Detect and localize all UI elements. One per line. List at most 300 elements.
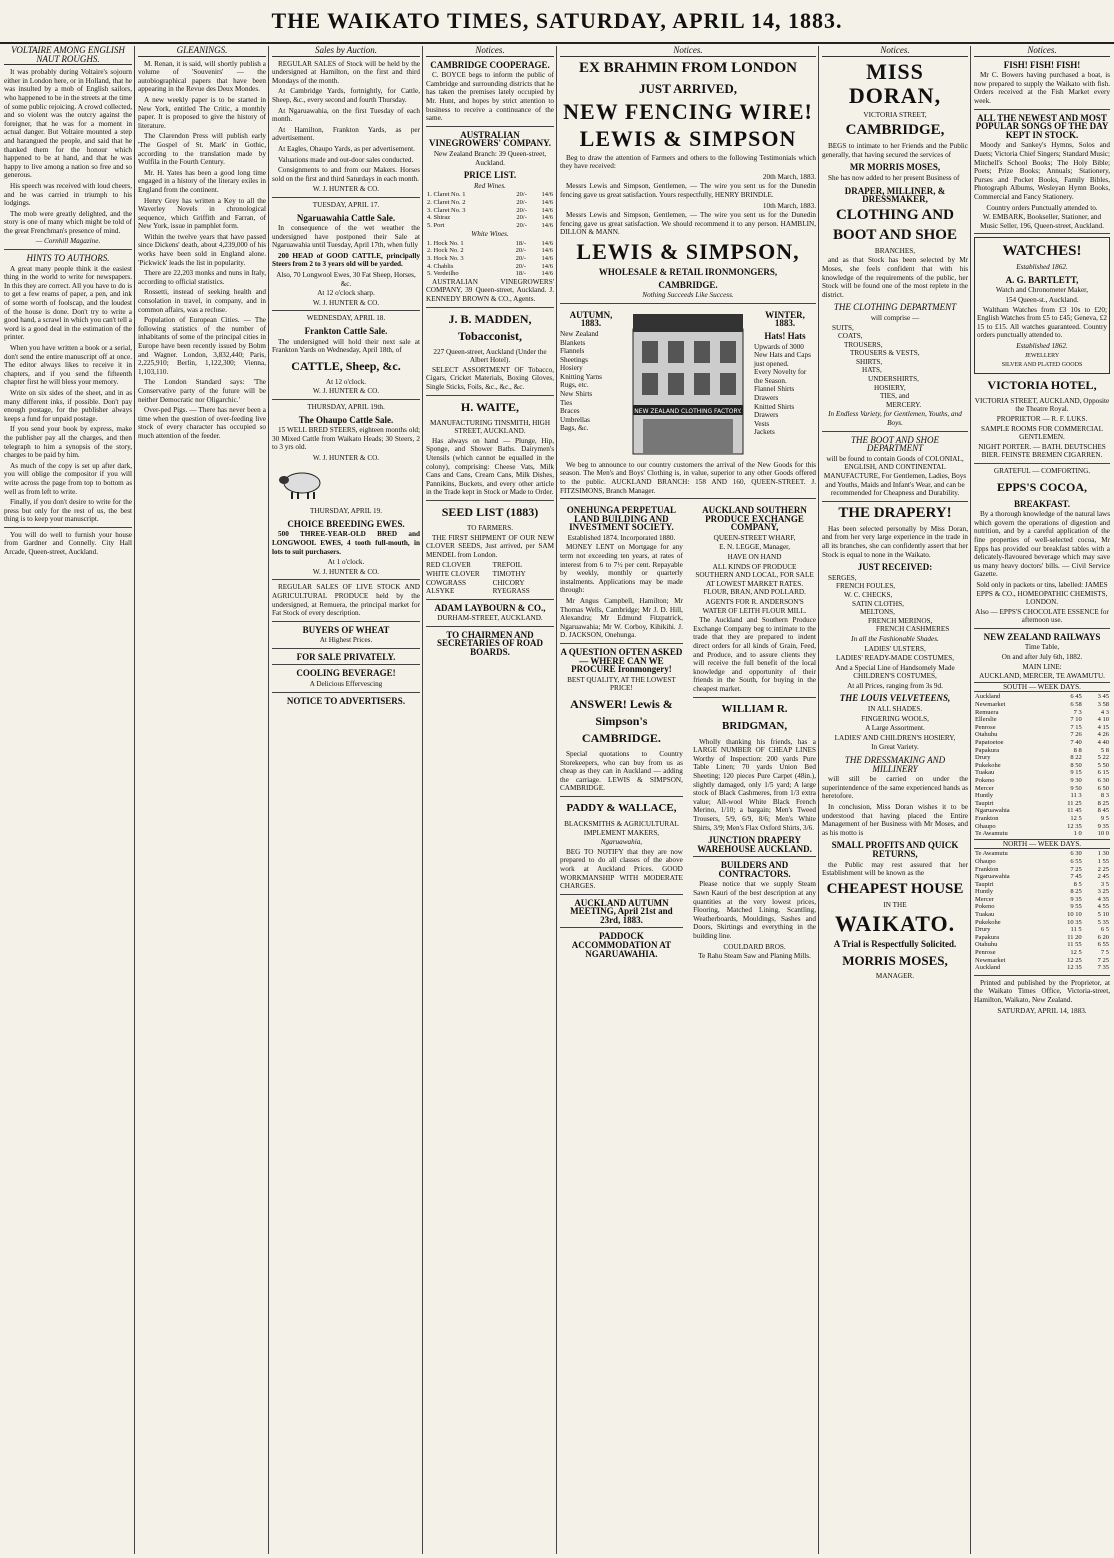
table-row: 2. Claret No. 2 20/- 14/6 xyxy=(427,198,553,206)
table-row xyxy=(974,693,1110,701)
article-paragraph: Finally, if you don't desire to write for the press but only for the rest of us, the best thing is to keep your manuscript. xyxy=(4,498,132,524)
timetable-north xyxy=(974,850,1110,972)
table-row: 3. Hock No. 3 20/- 14/6 xyxy=(427,255,553,263)
departure-time: 12 5 xyxy=(1070,949,1082,957)
wine-category: White Wines. xyxy=(471,230,509,239)
ad-body: the Public may rest assured that her Establishment will be known as the xyxy=(822,860,968,878)
table-row: 3. Claret No. 3 20/- 14/6 xyxy=(427,206,553,214)
ad-body: Mr Angus Campbell, Hamilton; Mr Thomas Wells, Cambridge; Mr J. D. Hill, Alexandra; Mr Edmund Fitzpatrick, Ngaruawahia; Mr W. Corboy, Kihikihi. J. D. JACKSON, Onehunga. xyxy=(560,597,683,640)
ad-body: Wholly thanking his friends, has a LARGE NUMBER OF CHEAP LINES Worthy of Inspection: 200 yards Pure Table Linen; 70 yards Union Bed Sheeting; 120 pieces Pure Carpet (48in.), slightly damaged, only 1/5 yard; A large stock of Black Cashmeres, from 1/3 extra value; All-wool White Black French Merino, 1/10; a bargain; Men's Tweed Trousers, 5/9, 6/9, 8/6; Men's White Shirts, 3/9; Men's Flax Oxford Shirts, 3/6. xyxy=(693,737,816,832)
column-6-lower xyxy=(693,502,816,962)
ad-subheading: 227 Queen-street, Auckland (Under the Albert Hotel). xyxy=(433,347,547,365)
list-item: Upwards of 3000 New Hats and Caps just opened. xyxy=(754,342,811,368)
list-item: SUITS, xyxy=(832,323,854,332)
ad-subheading: DRAPER, MILLINER, & DRESSMAKER, xyxy=(844,185,946,205)
auctioneer-name: W. J. HUNTER & CO. xyxy=(312,453,380,462)
departure-time: 4 55 xyxy=(1097,903,1109,911)
ad-body: Moody and Sankey's Hymns, Solos and Duets; Victoria Chief Singers; Standard Music; Mitchell's School Books; The Holy Bible; Poets; Prize Books; Annuals; Stationery, Purses and Pocket Books, Family Bibles, Photograph Albums, Wesleyan Hymn Books, Commercial and Fancy Stationery. xyxy=(974,141,1110,201)
departure-time: 8 50 xyxy=(1070,761,1082,769)
table-row xyxy=(974,807,1110,815)
ad-subheading: BREAKFAST. xyxy=(1014,498,1070,509)
departure-time: 4 15 xyxy=(1097,723,1109,731)
ad-subheading: VICTORIA STREET, xyxy=(863,110,927,119)
ad-body: The Auckland and Southern Produce Exchange Company beg to intimate to the trade that they are prepared to indent direct orders for all kinds of Grain, Feed, and Produce, and to assure clients they will receive the full benefit of the local knowledge and opportunity of their friends in the South, for buying in the cheapest market. xyxy=(693,616,816,693)
column-5-lower xyxy=(560,502,683,962)
list-item: RED CLOVER xyxy=(426,561,471,570)
list-item: Drawers xyxy=(754,394,779,403)
list-item: W. C. CHECKS, xyxy=(844,590,893,599)
ad-body: At all Prices, ranging from 3s 9d. xyxy=(847,681,943,690)
ad-heading: A QUESTION OFTEN ASKED — WHERE CAN WE PROCURE Ironmongery! xyxy=(560,647,683,675)
sale-date: THURSDAY, APRIL 19th. xyxy=(307,403,385,411)
station-name: Ohaupo xyxy=(975,857,996,865)
ad-heading: CLOTHING AND xyxy=(836,206,954,223)
ad-body: Mr C. Bowers having purchased a boat, is now prepared to supply the Waikato with fish. Orders received at the Fish Market every week. xyxy=(974,71,1110,105)
table-row: 2. Hock No. 2 20/- 14/6 xyxy=(427,247,553,255)
station-name: Remuera xyxy=(975,708,999,716)
table-row xyxy=(974,949,1110,957)
ad-subheading: TO FARMERS. xyxy=(466,523,514,532)
station-name: Mercer xyxy=(975,784,994,792)
ad-heading: NEW ZEALAND RAILWAYS xyxy=(983,631,1101,642)
departure-time: 11 3 xyxy=(1070,792,1082,800)
departure-time: 5 22 xyxy=(1097,754,1109,762)
season-label: AUTUMN, 1883. xyxy=(569,309,613,329)
article-paragraph: If you send your book by express, make the publisher pay all the charges, and then telegraph to him a synopsis of the story, charges to be paid by him. xyxy=(4,425,132,460)
ad-subheading: New Zealand Branch: 39 Queen-street, Auckland. xyxy=(433,149,547,167)
section-heading: Notices. xyxy=(974,46,1110,57)
ad-heading: AUSTRALIAN VINEGROWERS' COMPANY. xyxy=(428,129,551,149)
departure-time: 6 5 xyxy=(1100,926,1109,934)
department-heading: THE BOOT AND SHOE DEPARTMENT xyxy=(851,434,939,454)
auction-notice: At Eagles, Ohaupo Yards, as per advertisement. xyxy=(278,144,415,153)
sale-date: TUESDAY, APRIL 17. xyxy=(312,200,380,209)
list-item: Ties xyxy=(560,398,573,407)
wine-category: Red Wines. xyxy=(474,181,506,190)
letter-date: 20th March, 1883. xyxy=(762,172,816,181)
season-label: WINTER, 1883. xyxy=(765,309,805,329)
list-item: CHICORY xyxy=(492,578,525,587)
station-name: Te Awamutu xyxy=(975,850,1008,858)
table-row xyxy=(974,830,1110,838)
ad-subheading: GRATEFUL — COMFORTING. xyxy=(993,466,1091,475)
column-4 xyxy=(426,46,554,1554)
ad-heading: FISH! FISH! FISH! xyxy=(1003,59,1081,70)
departure-time: 8 3 xyxy=(1100,792,1109,800)
list-item: Jackets xyxy=(754,428,775,437)
list-item: Every Novelty for the Season. xyxy=(754,368,807,385)
ad-body: Has always on hand — Plunge, Hip, Sponge, and Shower Baths. Dairymen's Utensils (which cannot be equalled in the colony), comprising: Cheese Vats, Milk Cans and Cans, Cream Cans, Milk Dishes, Pannikins, Buckets, and every other article in the Trade kept in Stock or Made to Order. xyxy=(426,436,554,497)
ad-heading: TO CHAIRMEN AND SECRETARIES OF ROAD BOARDS. xyxy=(436,629,544,658)
auctioneer-name: W. J. HUNTER & CO. xyxy=(312,185,380,194)
article-heading: VOLTAIRE AMONG ENGLISH NAUT ROUGHS. xyxy=(4,46,132,65)
station-name: Huntly xyxy=(975,792,994,800)
ad-subheading: Established 1874. Incorporated 1880. xyxy=(567,533,676,542)
article-paragraph: Henry Grey has written a Key to all the Waverley Novels in chronological sequence, which Griffith and Farran, of New York, issue in pamphlet form. xyxy=(138,196,266,231)
ad-heading: VICTORIA HOTEL, xyxy=(987,377,1097,392)
departure-time: 3 58 xyxy=(1097,701,1109,709)
ad-heading: WATCHES! xyxy=(1002,243,1082,260)
ad-heading: CHEAPEST HOUSE xyxy=(826,880,964,897)
departure-time: 12 35 xyxy=(1067,964,1082,972)
departure-time: 11 55 xyxy=(1067,941,1082,949)
ad-subheading: Established 1862. xyxy=(1016,342,1068,351)
ad-body: will be found to contain Goods of COLONIAL, ENGLISH, AND CONTINENTAL MANUFACTURE, For Gentlemen, Ladies, Boys and Youths, Maids and Infant's Wear, and can be recommended for Cheapness and Durability. xyxy=(823,454,967,498)
departure-time: 7 3 xyxy=(1073,708,1082,716)
article-paragraph: A new weekly paper is to be started in New York, entitled The Critic, a monthly paper. It is proposed to give the history of literature. xyxy=(138,95,266,130)
departure-time: 9 35 xyxy=(1097,822,1109,830)
ad-heading: BUYERS OF WHEAT xyxy=(302,624,390,635)
departure-time: 9 30 xyxy=(1070,776,1082,784)
ad-subheading: Watch and Chronometer Maker, xyxy=(995,286,1089,295)
departure-time: 5 10 xyxy=(1097,911,1109,919)
list-item: FRENCH FOULES, xyxy=(836,582,896,591)
station-name: Ohaupo xyxy=(975,822,996,830)
sale-lot: 500 THREE-YEAR-OLD BRED and LONGWOOL EWES, 4 tooth full-mouth, in lots to suit purchasers. xyxy=(272,530,420,556)
ad-body: will comprise — xyxy=(870,313,920,322)
departure-time: 1 30 xyxy=(1097,850,1109,858)
station-name: Pokeno xyxy=(975,776,995,784)
list-item: Drawers xyxy=(754,411,779,420)
list-item: Hosiery xyxy=(560,364,583,373)
table-row xyxy=(974,941,1110,949)
station-name: Pukekohe xyxy=(975,761,1001,769)
auction-notice: Valuations made and out-door sales conducted. xyxy=(278,155,414,164)
list-item: WHITE CLOVER xyxy=(426,569,480,578)
ad-body: AUSTRALIAN VINEGROWERS' COMPANY, 39 Queen-street, Auckland. J. KENNEDY BROWN & CO., Agents. xyxy=(426,277,554,304)
table-row xyxy=(974,964,1110,972)
lower-split xyxy=(560,502,816,962)
ad-body: In Great Variety. xyxy=(871,743,919,752)
list-item: Braces xyxy=(560,407,580,416)
departure-time: 2 25 xyxy=(1097,865,1109,873)
departure-time: 7 26 xyxy=(1070,731,1082,739)
ad-body: Country orders Punctually attended to. xyxy=(986,203,1098,212)
ad-body: IN THE xyxy=(883,900,907,909)
ad-heading: A. G. BARTLETT, xyxy=(1005,274,1079,285)
ad-heading: BUILDERS AND CONTRACTORS. xyxy=(718,860,791,879)
table-row xyxy=(974,911,1110,919)
imprint-date: SATURDAY, APRIL 14, 1883. xyxy=(997,1006,1087,1015)
ad-subheading: DURHAM-STREET, AUCKLAND. xyxy=(437,614,543,623)
ad-heading: CAMBRIDGE, xyxy=(845,122,945,139)
ad-motto: Nothing Succeeds Like Success. xyxy=(642,291,734,300)
table-row xyxy=(974,739,1110,747)
departure-time: 3 45 xyxy=(1097,693,1109,701)
list-item: TROUSERS, xyxy=(844,340,883,349)
watch-ad xyxy=(974,237,1110,374)
table-row xyxy=(974,785,1110,793)
departure-time: 12 35 xyxy=(1067,822,1082,830)
clothing-list xyxy=(822,324,968,410)
ad-body: IN ALL SHADES. xyxy=(867,705,923,714)
sale-lot: CATTLE, Sheep, &c. xyxy=(291,358,401,373)
ad-body: Has been selected personally by Miss Doran, and from her very large experience in the trade in all its branches, she can confidently assert that her Stock is equal to none in the Waikato. xyxy=(822,524,968,559)
station-name: Frankton xyxy=(975,814,999,822)
table-row xyxy=(974,934,1110,942)
department-heading: THE CLOTHING DEPARTMENT xyxy=(833,302,957,313)
ad-body: PROPRIETOR — R. F. LUKS. xyxy=(996,415,1088,423)
ad-body: Sold only in packets or tins, labelled: JAMES EPPS & CO., HOMEOPATHIC CHEMISTS, LONDON. xyxy=(976,580,1108,607)
ad-body: We beg to announce to our country customers the arrival of the New Goods for this season. The Men's and Boys' Clothing is, in value, superior to any other Goods offered to the public. AUCKLAND BRANCH: 158 AND 160, QUEEN-STREET. J. FITZSIMONS, Branch Manager. xyxy=(560,460,816,495)
article-paragraph: Within the twelve years that have passed since Dickens' death, about 4,239,000 of his works have been sold in England alone. 'Pickwick' leads the list in popularity. xyxy=(138,232,266,267)
ad-subheading: BEST QUALITY, AT THE LOWEST PRICE! xyxy=(567,675,676,693)
ad-body: In all the Fashionable Shades. xyxy=(851,634,939,643)
ad-subheading: LADIES' AND CHILDREN'S HOSIERY, xyxy=(834,733,956,742)
station-name: Ellerslie xyxy=(975,716,997,724)
list-item: HATS, xyxy=(862,366,882,375)
department-heading: THE DRESSMAKING AND MILLINERY xyxy=(844,755,946,774)
article-paragraph: His speech was received with loud cheers, and he was carried in triumph to his lodgings. xyxy=(4,181,132,208)
auction-notice: Consignments to and from our Makers. Horses sold on the first and third Saturdays in each month. xyxy=(272,166,420,183)
sale-lot: 200 HEAD of GOOD CATTLE, principally Steers from 2 to 3 years old will be yarded. xyxy=(272,251,420,269)
station-name: Pukekohe xyxy=(975,918,1001,926)
departure-time: 8 45 xyxy=(1097,807,1109,815)
table-row: 5. Port 20/- 14/6 xyxy=(427,221,553,229)
ad-subheading: CAMBRIDGE. xyxy=(658,279,718,290)
masthead xyxy=(0,0,1114,44)
timetable-south xyxy=(974,693,1110,837)
departure-time: 9 55 xyxy=(1070,903,1082,911)
ad-body: Special quotations to Country Storekeepers, who can buy from us as cheap as they can in Auckland — adding the carriage. LEWIS & SIMPSON, CAMBRIDGE. xyxy=(560,749,683,793)
departure-time: 5 35 xyxy=(1097,918,1109,926)
sale-date: WEDNESDAY, APRIL 18. xyxy=(306,314,386,323)
ad-heading: ANSWER! Lewis & Simpson's CAMBRIDGE. xyxy=(570,696,673,745)
side-label: JEWELLERY xyxy=(1024,352,1060,359)
article-paragraph: Over-ped Pigs. — There has never been a time when the question of over-feeding live stock of every character has occupied so much attention of the feeder. xyxy=(138,406,266,440)
ad-heading: EX BRAHMIN FROM LONDON xyxy=(579,59,797,76)
auction-notice: At Ngaruawahia, on the first Tuesday of each month. xyxy=(272,106,420,124)
ad-body: By a thorough knowledge of the natural laws which govern the operations of digestion and nutrition, and by a careful application of the fine properties of well-selected cocoa, Mr Epps has provided our breakfast tables with a delicately-flavoured beverage which may save us many heavy doctors' bills. — Civil Service Gazette. xyxy=(974,510,1110,579)
departure-time: 7 40 xyxy=(1070,739,1082,746)
departure-time: 7 35 xyxy=(1097,964,1109,972)
sale-lot: 15 WELL BRED STEERS, eighteen months old; 30 Mixed Cattle from Waikato Heads; 30 Steers, 2 to 3 yrs old. xyxy=(272,426,420,452)
table-row: 4. Shiraz 20/- 14/6 xyxy=(427,214,553,222)
departure-time: 8 8 xyxy=(1073,746,1082,754)
ad-heading: LEWIS & SIMPSON xyxy=(579,125,797,151)
sale-title: The Ohaupo Cattle Sale. xyxy=(298,414,394,425)
ad-subheading: Established 1862. xyxy=(1016,263,1068,272)
departure-time: 1 55 xyxy=(1097,857,1109,865)
departure-time: 4 40 xyxy=(1097,739,1109,746)
list-item: COATS, xyxy=(838,332,863,341)
testimonial: Messrs Lewis and Simpson, Gentlemen, — The wire you sent us for the Dunedin fencing gave us great satisfaction. Yours respectfully, HENRY BRINDLE. xyxy=(560,182,816,199)
departure-time: 12 5 xyxy=(1070,814,1082,822)
table-row: 4. Chablis 20/- 14/6 xyxy=(427,262,553,270)
article-paragraph: M. Renan, it is said, will shortly publish a volume of 'Souvenirs' — the autobiographical papers that have been appearing in the Revue des Deux Mondes. xyxy=(138,59,266,94)
departure-time: 10 10 xyxy=(1067,911,1082,919)
list-item: TIMOTHY xyxy=(492,569,526,578)
ad-heading: JUST ARRIVED, xyxy=(638,80,737,96)
sale-title: Ngaruawahia Cattle Sale. xyxy=(296,212,396,223)
list-item: Rugs, etc. xyxy=(560,381,589,390)
column-1 xyxy=(4,46,132,1554)
departure-time: 12 25 xyxy=(1067,956,1082,964)
departure-time: 7 5 xyxy=(1100,949,1109,957)
ad-body: SAMPLE ROOMS FOR COMMERCIAL GENTLEMEN. xyxy=(980,424,1103,442)
column-2 xyxy=(138,46,266,1554)
table-row xyxy=(974,709,1110,717)
table-row xyxy=(974,815,1110,823)
departure-time: 11 5 xyxy=(1070,926,1082,934)
station-name: Drury xyxy=(975,754,991,762)
ad-body: In conclusion, Miss Doran wishes it to be understood that having placed the Entire Management of her Business with Mr Moses, and as his motto is xyxy=(822,803,968,837)
ad-heading: LEWIS & SIMPSON, xyxy=(576,238,800,264)
table-row xyxy=(974,888,1110,896)
station-name: Papakura xyxy=(975,933,1000,941)
table-row xyxy=(974,777,1110,785)
table-row xyxy=(974,896,1110,904)
table-row: 1. Claret No. 1 20/- 14/6 xyxy=(427,191,553,199)
article-paragraph: A great many people think it the easiest thing in the world to write for newspapers. In this they are correct. All you have to do is to get a few reams of paper, a pen, and ink of some worth of foolscap, and the loudest of the house is done. Don't try to write a good hand, a scrawl in which you can't tell a word is a good deal in the estimation of the printer. xyxy=(4,264,132,342)
station-name: Newmarket xyxy=(975,701,1006,709)
ad-subheading: E. N. LEGGE, Manager, xyxy=(719,543,791,552)
departure-time: 6 55 xyxy=(1097,941,1109,949)
ad-body: Please notice that we supply Steam Sawn Kauri of the best description at any quantities at the very lowest prices, Flooring, Matched Lining, Scantling, Weatherboards, Mouldings, Sashes and Doors, Skirtings and everything in the building line. xyxy=(693,880,816,941)
departure-time: 10 35 xyxy=(1067,918,1082,926)
table-row: 1. Hock No. 1 18/- 14/6 xyxy=(427,239,553,247)
station-name: Auckland xyxy=(975,964,1001,972)
ad-subheading: MR MORRIS MOSES, xyxy=(849,162,941,173)
ad-subheading: MANUFACTURING TINSMITH, HIGH STREET, AUCKLAND. xyxy=(429,418,551,436)
table-row xyxy=(974,873,1110,881)
list-item: ALSYKE xyxy=(426,587,455,596)
ad-subheading: QUEEN-STREET WHARF, xyxy=(713,533,796,542)
station-name: Drury xyxy=(975,926,991,934)
masthead-title: THE WAIKATO TIMES, SATURDAY, APRIL 14, 1883. xyxy=(271,8,843,33)
ad-heading: BOOT AND SHOE xyxy=(833,226,957,243)
list-item: FRENCH CASHMERES xyxy=(876,625,950,634)
station-name: Papakura xyxy=(975,746,1000,754)
departure-time: 4 3 xyxy=(1100,708,1109,716)
ad-heading: CAMBRIDGE COOPERAGE. xyxy=(430,59,550,70)
departure-time: 7 10 xyxy=(1070,716,1082,724)
departure-time: 11 45 xyxy=(1067,807,1082,815)
ad-subheading: A Trial is Respectfully Solicited. xyxy=(833,939,957,950)
table-row xyxy=(974,731,1110,739)
factory-sign: NEW ZEALAND CLOTHING FACTORY. xyxy=(634,407,742,415)
table-row xyxy=(974,800,1110,808)
testimonial: Messrs Lewis and Simpson, Gentlemen, — The wire you sent us for the Dunedin fencing gave us great satisfaction. We should recommend it to any person. HAMBLIN, DILLON & MANN. xyxy=(560,211,816,237)
ad-heading: WAIKATO. xyxy=(834,911,956,937)
table-row xyxy=(974,903,1110,911)
ad-subheading: FINGERING WOOLS, xyxy=(861,714,929,723)
station-name: Papatoetoe xyxy=(975,739,1004,746)
sale-lot: Also, 70 Longwool Ewes, 30 Fat Sheep, Horses, &c. xyxy=(276,271,416,288)
departure-time: 8 22 xyxy=(1070,754,1082,762)
column-3 xyxy=(272,46,420,1554)
ad-subheading: COULDARD BROS. xyxy=(723,942,786,951)
table-row xyxy=(974,850,1110,858)
list-item: SHIRTS, xyxy=(856,357,883,366)
departure-time: 9 5 xyxy=(1100,814,1109,822)
list-item: Bags, &c. xyxy=(560,424,589,433)
departure-time: 9 50 xyxy=(1070,784,1082,792)
list-item: RYEGRASS xyxy=(492,587,530,596)
column-7 xyxy=(822,46,968,1554)
timetable-heading: NORTH — WEEK DAYS. xyxy=(974,839,1110,850)
table-row xyxy=(974,919,1110,927)
departure-time: 11 20 xyxy=(1067,933,1082,941)
departure-time: 6 30 xyxy=(1070,850,1082,858)
ad-body: A Large Assortment. xyxy=(865,724,925,733)
list-item: FRENCH MERINOS, xyxy=(868,616,933,625)
ad-heading: ADAM LAYBOURN & CO., xyxy=(434,602,546,613)
ad-subheading: HAVE ON HAND xyxy=(727,553,782,562)
departure-time: 6 15 xyxy=(1097,769,1109,777)
ad-subheading: Ngaruawahia, xyxy=(600,838,643,847)
auctioneer-name: W. J. HUNTER & CO. xyxy=(312,298,380,307)
ad-heading: ALL THE NEWEST AND MOST POPULAR SONGS OF THE DAY KEPT IN STOCK. xyxy=(975,112,1109,140)
table-row xyxy=(974,701,1110,709)
ad-heading: NOTICE TO ADVERTISERS. xyxy=(286,695,406,706)
departure-time: 10 0 xyxy=(1097,830,1109,838)
departure-time: 5 8 xyxy=(1100,746,1109,754)
ad-body: W. EMBARK, Bookseller, Stationer, and Music Seller, 196, Queen-street, Auckland. xyxy=(980,213,1104,230)
list-item: Vests xyxy=(754,419,770,428)
departure-time: 6 30 xyxy=(1097,776,1109,784)
ad-body: ALL KINDS OF PRODUCE SOUTHERN AND LOCAL, FOR SALE AT LOWEST MARKET RATES. FLOUR, BRAN, AND POLLARD. xyxy=(695,562,814,597)
section-heading: Sales by Auction. xyxy=(272,46,420,57)
table-row xyxy=(974,881,1110,889)
station-name: Otahuhu xyxy=(975,941,998,949)
departure-time: 9 15 xyxy=(1070,769,1082,777)
table-row xyxy=(974,747,1110,755)
received-list xyxy=(822,574,968,634)
list-item: New Zealand Blankets xyxy=(560,329,599,347)
departure-time: 3 5 xyxy=(1100,880,1109,888)
section-heading: Notices. xyxy=(426,46,554,57)
table-row xyxy=(974,724,1110,732)
wine-price-table xyxy=(426,240,554,278)
ad-body: BEGS to intimate to her Friends and the Public generally, that having secured the services of xyxy=(822,142,968,159)
station-name: Tuakau xyxy=(975,911,995,919)
ad-heading: H. WAITE, xyxy=(460,399,520,414)
station-name: Te Awamutu xyxy=(975,830,1008,838)
ad-subheading: VICTORIA STREET, AUCKLAND, Opposite the Theatre Royal. xyxy=(974,396,1110,414)
timetable-heading: SOUTH — WEEK DAYS. xyxy=(974,682,1110,693)
clothing-factory-illustration xyxy=(628,309,748,459)
departure-time: 9 35 xyxy=(1070,895,1082,903)
list-item: Flannels xyxy=(560,347,585,356)
departure-time: 3 25 xyxy=(1097,888,1109,896)
ad-body: She has now added to her present Business of xyxy=(828,173,960,182)
ad-subheading: THE LOUIS VELVETEENS, xyxy=(839,693,951,704)
imprint: Printed and published by the Proprietor, at the Waikato Times Office, Victoria-street, Hamilton, Waikato, New Zealand. xyxy=(974,978,1110,1004)
list-item: TROUSERS & VESTS, xyxy=(850,349,920,358)
ad-subheading: AUCKLAND, MERCER, TE AWAMUTU. xyxy=(979,672,1105,681)
list-item: TREFOIL xyxy=(492,561,523,570)
ad-subheading: LADIES' ULSTERS, xyxy=(864,644,926,653)
station-name: Frankton xyxy=(975,865,999,873)
departure-time: 8 5 xyxy=(1073,880,1082,888)
ad-heading: MORRIS MOSES, xyxy=(842,952,948,968)
ad-heading: THE DRAPERY! xyxy=(838,504,952,521)
station-name: Mercer xyxy=(975,895,994,903)
ad-heading: AUCKLAND AUTUMN MEETING, April 21st and 23rd, 1883. xyxy=(570,897,673,925)
ad-subheading: At Highest Prices. xyxy=(319,636,373,645)
sale-time: At 12 o'clock. xyxy=(325,377,367,386)
departure-time: 6 45 xyxy=(1070,693,1082,701)
sale-title: CHOICE BREEDING EWES. xyxy=(287,518,405,529)
article-paragraph: Mr. H. Yates has been a good long time engaged in a history of the literary exiles in England from the continent. xyxy=(138,168,266,194)
ad-subheading: WHOLESALE & RETAIL IRONMONGERS, xyxy=(598,266,778,277)
station-name: Ngaruawahia xyxy=(975,873,1010,881)
ad-subheading: Time Table, xyxy=(1024,643,1060,652)
section-heading: Notices. xyxy=(560,46,816,57)
sale-date: THURSDAY, APRIL 19. xyxy=(309,507,383,516)
station-name: Otahuhu xyxy=(975,731,998,739)
